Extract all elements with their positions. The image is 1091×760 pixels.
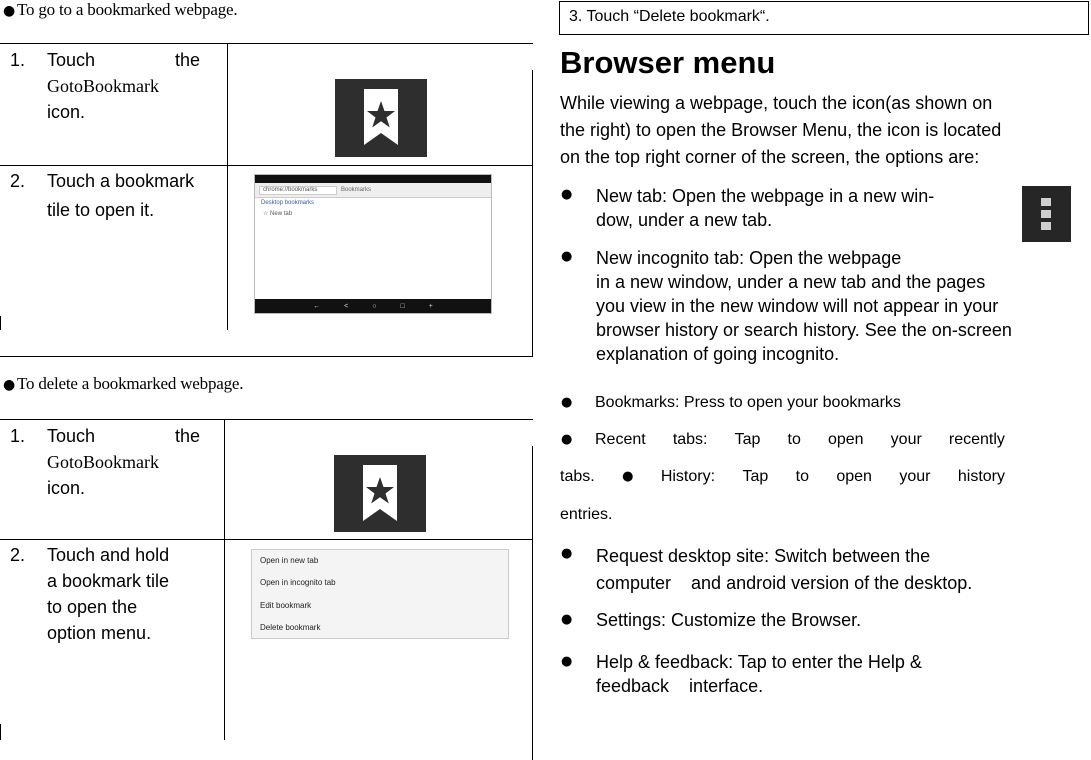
step-text: [47, 423, 200, 501]
word: your: [890, 431, 922, 448]
word: icon.: [47, 102, 86, 122]
table-border: [224, 419, 225, 740]
plus-icon: +: [428, 302, 433, 310]
option-request-desktop-site: [596, 543, 972, 597]
bullet-icon: ●: [622, 469, 634, 484]
tile-label: New tab: [270, 211, 293, 217]
word: icon.: [47, 478, 86, 498]
text-line: feedback interface.: [596, 676, 764, 696]
overflow-menu-icon: [1022, 186, 1071, 242]
word: to: [787, 431, 801, 448]
text-line: to open the: [47, 597, 138, 617]
menu-option: Open in new tab: [260, 556, 319, 565]
recents-icon: □: [400, 302, 405, 310]
word: to: [795, 468, 809, 485]
gotobookmark-label: GotoBookmark: [47, 452, 159, 472]
word: tabs.: [560, 468, 595, 485]
step-text: [47, 542, 169, 646]
word: tabs:: [672, 431, 708, 448]
tab-label: Bookmarks: [341, 187, 372, 193]
option-new-tab: [596, 184, 934, 232]
word: History:: [660, 468, 716, 485]
text-line: Request desktop site: Switch between the: [596, 546, 931, 566]
step-text: [47, 47, 200, 125]
bullet-icon: ●: [561, 612, 573, 627]
breadcrumb: Desktop bookmarks: [261, 200, 315, 206]
page-title: Browser menu: [560, 45, 776, 80]
bullet-icon: ●: [561, 395, 573, 410]
step-number: 2.: [10, 171, 26, 191]
bullet-icon: ●: [561, 249, 573, 264]
step-number: 2.: [10, 545, 26, 565]
menu-option: Open in incognito tab: [260, 578, 336, 587]
section-heading-goto: [3, 0, 237, 20]
url-text: chrome://bookmarks: [259, 186, 337, 195]
text-line: New tab: Open the webpage in a new win-: [596, 186, 935, 206]
text-line: option menu.: [47, 623, 152, 643]
text-line: dow, under a new tab.: [596, 210, 773, 230]
option-recent-tabs: [595, 431, 1005, 449]
word: Touch: [47, 50, 96, 70]
word: the: [174, 50, 200, 70]
bookmark-star-icon: [335, 79, 427, 157]
word: the: [174, 426, 200, 446]
heading-text: To go to a bookmarked webpage.: [17, 0, 238, 19]
table-border: [532, 70, 533, 356]
text-line: While viewing a webpage, touch the icon(as shown on: [560, 93, 993, 113]
word: Touch: [47, 426, 96, 446]
menu-dot: [1041, 198, 1051, 206]
bullet-icon: ●: [561, 654, 573, 669]
heading-text: To delete a bookmarked webpage.: [17, 374, 244, 393]
step-number: 1.: [10, 50, 26, 70]
option-bookmarks: Bookmarks: Press to open your bookmarks: [595, 394, 901, 411]
nav-bar: [255, 299, 491, 313]
bookmark-star-icon: [334, 455, 426, 532]
table-border: [0, 356, 533, 357]
step3-text: 3. Touch “Delete bookmark“.: [569, 8, 770, 25]
bullet-icon: ●: [561, 187, 573, 202]
text-line: tile to open it.: [47, 200, 155, 220]
option-help-feedback: [596, 650, 922, 698]
intro-paragraph: [560, 90, 1001, 171]
word: open: [836, 468, 872, 485]
option-menu-screenshot: [251, 549, 509, 639]
option-new-incognito-tab: [596, 246, 1012, 366]
bullet-icon: ●: [561, 432, 573, 447]
step-text: [47, 168, 194, 223]
option-settings: Settings: Customize the Browser.: [596, 610, 862, 630]
text-line: Help & feedback: Tap to enter the Help &: [596, 652, 922, 672]
word: open: [827, 431, 864, 448]
word: history: [957, 468, 1005, 485]
status-bar: [255, 175, 491, 183]
text-line: Touch a bookmark: [47, 171, 195, 191]
bullet-icon: ●: [3, 377, 16, 393]
bullet-icon: ●: [3, 3, 16, 19]
url-bar: [255, 183, 491, 198]
text-line: you view in the new window will not appear in your: [596, 296, 999, 316]
history-continued: entries.: [560, 506, 613, 523]
table-border: [0, 539, 533, 540]
bookmark-tile: ☆ New tab: [263, 211, 293, 217]
menu-option: Delete bookmark: [260, 623, 321, 632]
text-line: browser history or search history. See the on-screen: [596, 320, 1012, 340]
text-line: a bookmark tile: [47, 571, 170, 591]
word: recently: [948, 431, 1005, 448]
step-number: 1.: [10, 426, 26, 446]
home-icon: ○: [372, 302, 377, 310]
bullet-icon: ●: [561, 546, 573, 561]
word: your: [899, 468, 931, 485]
gotobookmark-label: GotoBookmark: [47, 76, 159, 96]
text-line: on the top right corner of the screen, the options are:: [560, 147, 980, 167]
text-line: New incognito tab: Open the webpage: [596, 248, 902, 268]
browser-screenshot: [254, 174, 492, 314]
option-history: [560, 468, 1005, 486]
section-heading-delete: [3, 374, 243, 394]
menu-option: Edit bookmark: [260, 601, 312, 610]
text-line: in a new window, under a new tab and the pages: [596, 272, 986, 292]
menu-dot: [1041, 210, 1051, 218]
text-line: explanation of going incognito.: [596, 344, 840, 364]
back-icon: ←: [313, 302, 321, 310]
table-border: [0, 165, 533, 166]
table-border: [0, 724, 1, 740]
text-line: computer and android version of the desktop.: [596, 573, 973, 593]
text-line: Touch and hold: [47, 545, 170, 565]
table-border: [0, 419, 533, 420]
back-arrow-icon: <: [344, 302, 349, 310]
word: Tap: [734, 431, 761, 448]
word: Tap: [742, 468, 769, 485]
step3-box: [559, 1, 1089, 35]
text-line: the right) to open the Browser Menu, the icon is located: [560, 120, 1002, 140]
table-border: [532, 446, 533, 760]
table-border: [0, 316, 1, 330]
table-border: [0, 43, 533, 44]
word: Recent: [595, 431, 646, 448]
menu-dot: [1041, 222, 1051, 230]
table-border: [227, 43, 228, 330]
